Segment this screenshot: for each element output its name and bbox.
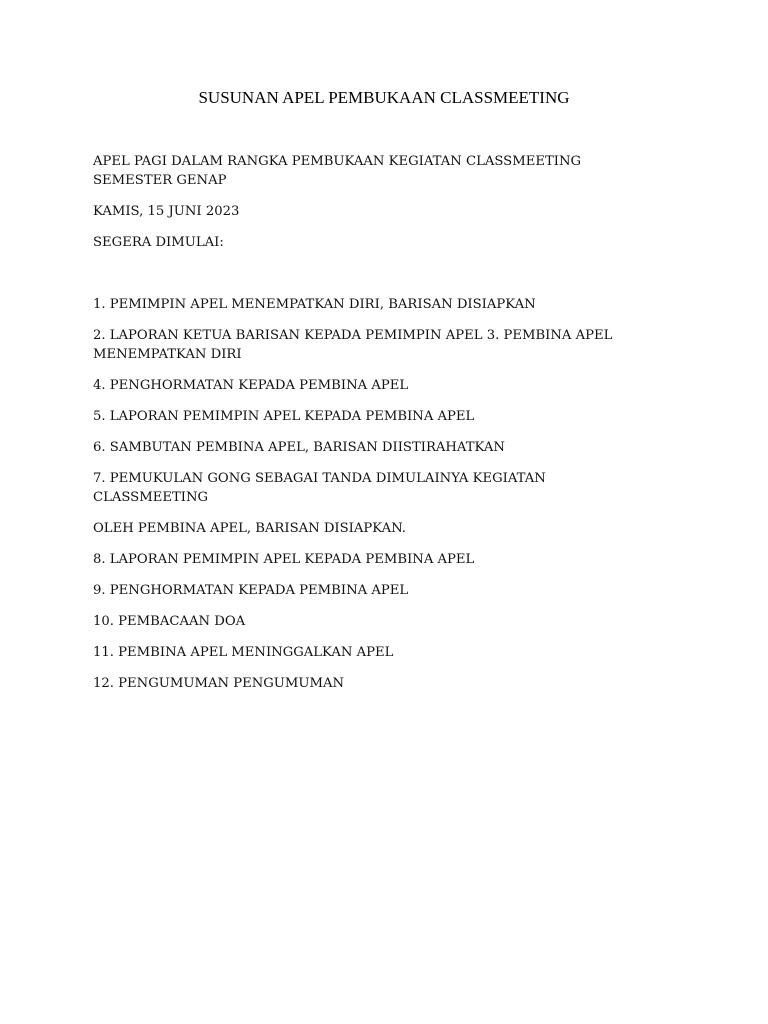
agenda-item: 1. PEMIMPIN APEL MENEMPATKAN DIRI, BARISAN DISIAPKAN (93, 297, 536, 312)
blank-spacer (93, 264, 653, 295)
agenda-item: 7. PEMUKULAN GONG SEBAGAI TANDA DIMULAINYA KEGIATAN CLASSMEETING (93, 471, 546, 505)
agenda-item: 5. LAPORAN PEMIMPIN APEL KEPADA PEMBINA APEL (93, 409, 475, 424)
agenda-item-continuation: OLEH PEMBINA APEL, BARISAN DISIAPKAN. (93, 521, 407, 536)
agenda-item: 11. PEMBINA APEL MENINGGALKAN APEL (93, 645, 394, 660)
agenda-item: 9. PENGHORMATAN KEPADA PEMBINA APEL (93, 583, 409, 598)
agenda-item: 6. SAMBUTAN PEMBINA APEL, BARISAN DIISTIRAHATKAN (93, 440, 505, 455)
opening-line: SEGERA DIMULAI: (93, 235, 224, 250)
agenda-item: 4. PENGHORMATAN KEPADA PEMBINA APEL (93, 378, 409, 393)
intro-paragraph: APEL PAGI DALAM RANGKA PEMBUKAAN KEGIATAN CLASSMEETING SEMESTER GENAP (93, 154, 582, 188)
document-title: SUSUNAN APEL PEMBUKAAN CLASSMEETING (198, 88, 570, 107)
agenda-item: 2. LAPORAN KETUA BARISAN KEPADA PEMIMPIN APEL 3. PEMBINA APEL MENEMPATKAN DIRI (93, 328, 613, 362)
agenda-item: 10. PEMBACAAN DOA (93, 614, 246, 629)
agenda-item: 12. PENGUMUMAN PENGUMUMAN (93, 676, 345, 691)
document-body (93, 152, 653, 705)
date-line: KAMIS, 15 JUNI 2023 (93, 204, 240, 219)
agenda-item: 8. LAPORAN PEMIMPIN APEL KEPADA PEMBINA APEL (93, 552, 475, 567)
